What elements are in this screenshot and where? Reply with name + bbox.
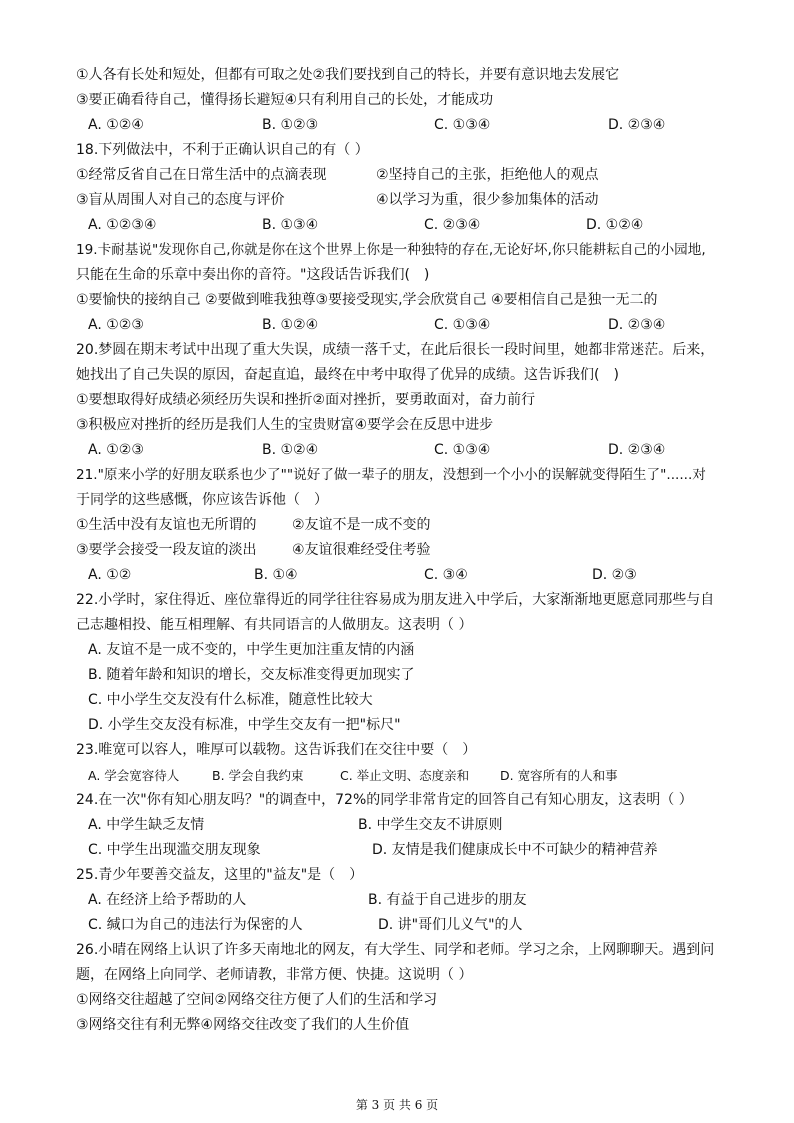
option-c: C. ①③④ xyxy=(434,442,491,458)
options-20 xyxy=(76,441,716,459)
option-b: B. 学会自我约束 xyxy=(212,768,304,783)
question-24: 24.在一次"你有知心朋友吗？"的调查中，72%的同学非常肯定的回答自己有知心朋友，这表明（ ） xyxy=(76,792,693,808)
option-b: B. ①④ xyxy=(254,567,298,583)
options-24-row1 xyxy=(76,816,716,834)
option-c: C. ①③④ xyxy=(434,317,491,333)
option-c: C. ①③④ xyxy=(434,117,491,133)
question-22-line1: 22.小学时，家住得近、座位靠得近的同学往往容易成为朋友进入中学后，大家渐渐地更愿意同那些与自 xyxy=(76,592,715,608)
line-17-statements-2: ③要正确看待自己，懂得扬长避短④只有利用自己的长处，才能成功 xyxy=(76,92,494,108)
options-17 xyxy=(76,116,716,134)
question-21-line1: 21."原来小学的好朋友联系也少了""说好了做一辈子的朋友，没想到一个小小的误解就变得陌生了"......对 xyxy=(76,467,706,483)
options-25-row1 xyxy=(76,891,716,909)
page-footer: 第 3 页 共 6 页 xyxy=(355,1098,439,1112)
option-d: D. ②③ xyxy=(592,567,637,583)
option-22-c: C. 中小学生交友没有什么标准，随意性比较大 xyxy=(88,692,373,708)
option-c: C. 中学生出现滥交朋友现象 xyxy=(88,842,261,858)
question-26-line1: 26.小晴在网络上认识了许多天南地北的网友，有大学生、同学和老师。学习之余，上网聊聊天。遇到问 xyxy=(76,942,715,958)
question-22-line2: 己志趣相投、能互相理解、有共同语言的人做朋友。这表明（ ） xyxy=(76,617,473,633)
option-22-b: B. 随着年龄和知识的增长，交友标准变得更加现实了 xyxy=(88,667,415,683)
option-d: D. ②③④ xyxy=(608,442,666,458)
statements-20-row2: ③积极应对挫折的经历是我们人生的宝贵财富④要学会在反思中进步 xyxy=(76,417,494,433)
option-b: B. ①③④ xyxy=(262,217,319,233)
statement: ①经常反省自己在日常生活中的点滴表现 xyxy=(76,167,327,183)
options-21 xyxy=(76,566,716,584)
option-a: A. ①② xyxy=(88,567,132,583)
option-c: C. ②③④ xyxy=(424,217,481,233)
question-18: 18.下列做法中，不利于正确认识自己的有（ ） xyxy=(76,142,369,158)
question-21-line2: 于同学的这些感慨，你应该告诉他（ ） xyxy=(76,492,328,508)
options-24-row2 xyxy=(76,841,716,859)
statements-26-row2: ③网络交往有利无弊④网络交往改变了我们的人生价值 xyxy=(76,1017,410,1033)
options-23 xyxy=(76,767,716,785)
statements-21-row1 xyxy=(76,516,716,534)
question-25: 25.青少年要善交益友，这里的"益友"是（ ） xyxy=(76,867,364,883)
option-d: D. ①②④ xyxy=(586,217,644,233)
options-19 xyxy=(76,316,716,334)
option-b: B. ①②④ xyxy=(262,442,319,458)
option-22-d: D. 小学生交友没有标准，中学生交友有一把"标尺" xyxy=(88,717,401,733)
statement: ①生活中没有友谊也无所谓的 xyxy=(76,517,257,533)
option-a: A. ①②③ xyxy=(88,317,144,333)
statements-26-row1: ①网络交往超越了空间②网络交往方便了人们的生活和学习 xyxy=(76,992,438,1008)
statement: ③盲从周围人对自己的态度与评价 xyxy=(76,192,285,208)
option-c: C. ③④ xyxy=(424,567,468,583)
option-a: A. 中学生缺乏友情 xyxy=(88,817,205,833)
option-c: C. 举止文明、态度亲和 xyxy=(340,768,470,783)
option-a: A. ①②③④ xyxy=(88,217,157,233)
line-17-statements-1: ①人各有长处和短处，但都有可取之处②我们要找到自己的特长，并要有意识地去发展它 xyxy=(76,67,620,83)
statements-21-row2 xyxy=(76,541,716,559)
question-20-line2: 她找出了自己失误的原因，奋起直追，最终在中考中取得了优异的成绩。这告诉我们( ) xyxy=(76,367,619,383)
statement: ②友谊不是一成不变的 xyxy=(292,517,431,533)
option-a: A. 在经济上给予帮助的人 xyxy=(88,892,247,908)
option-d: D. 讲"哥们儿义气"的人 xyxy=(378,917,523,933)
options-25-row2 xyxy=(76,916,716,934)
option-b: B. 有益于自己进步的朋友 xyxy=(368,892,527,908)
statements-18-row1 xyxy=(76,166,716,184)
option-22-a: A. 友谊不是一成不变的，中学生更加注重友情的内涵 xyxy=(88,642,415,658)
statements-19: ①要愉快的接纳自己 ②要做到唯我独尊③要接受现实,学会欣赏自己 ④要相信自己是独一无二的 xyxy=(76,292,658,308)
option-d: D. 友情是我们健康成长中不可缺少的精神营养 xyxy=(372,842,658,858)
option-a: A. ①②④ xyxy=(88,117,144,133)
question-23: 23.唯宽可以容人，唯厚可以载物。这告诉我们在交往中要（ ） xyxy=(76,742,477,758)
question-20-line1: 20.梦圆在期末考试中出现了重大失误，成绩一落千丈，在此后很长一段时间里，她都非常迷茫。后来， xyxy=(76,342,715,358)
option-d: D. 宽容所有的人和事 xyxy=(500,768,618,783)
option-d: D. ②③④ xyxy=(608,317,666,333)
option-b: B. 中学生交友不讲原则 xyxy=(358,817,503,833)
statement: ②坚持自己的主张，拒绝他人的观点 xyxy=(376,167,599,183)
option-c: C. 缄口为自己的违法行为保密的人 xyxy=(88,917,303,933)
statement: ④以学习为重，很少参加集体的活动 xyxy=(376,192,599,208)
option-a: A. 学会宽容待人 xyxy=(88,768,180,783)
options-18 xyxy=(76,216,716,234)
statements-20-row1: ①要想取得好成绩必须经历失误和挫折②面对挫折，要勇敢面对，奋力前行 xyxy=(76,392,536,408)
statement: ③要学会接受一段友谊的淡出 xyxy=(76,542,257,558)
option-b: B. ①②③ xyxy=(262,117,319,133)
statement: ④友谊很难经受住考验 xyxy=(292,542,431,558)
option-b: B. ①②④ xyxy=(262,317,319,333)
option-a: A. ①②③ xyxy=(88,442,144,458)
statements-18-row2 xyxy=(76,191,716,209)
question-19-line1: 19.卡耐基说"发现你自己,你就是你在这个世界上你是一种独特的存在,无论好坏,你只能耕耘自己的小园地, xyxy=(76,242,706,258)
question-26-line2: 题，在网络上向同学、老师请教，非常方便、快捷。这说明（ ） xyxy=(76,967,473,983)
option-d: D. ②③④ xyxy=(608,117,666,133)
question-19-line2: 只能在生命的乐章中奏出你的音符。"这段话告诉我们( ) xyxy=(76,267,430,283)
